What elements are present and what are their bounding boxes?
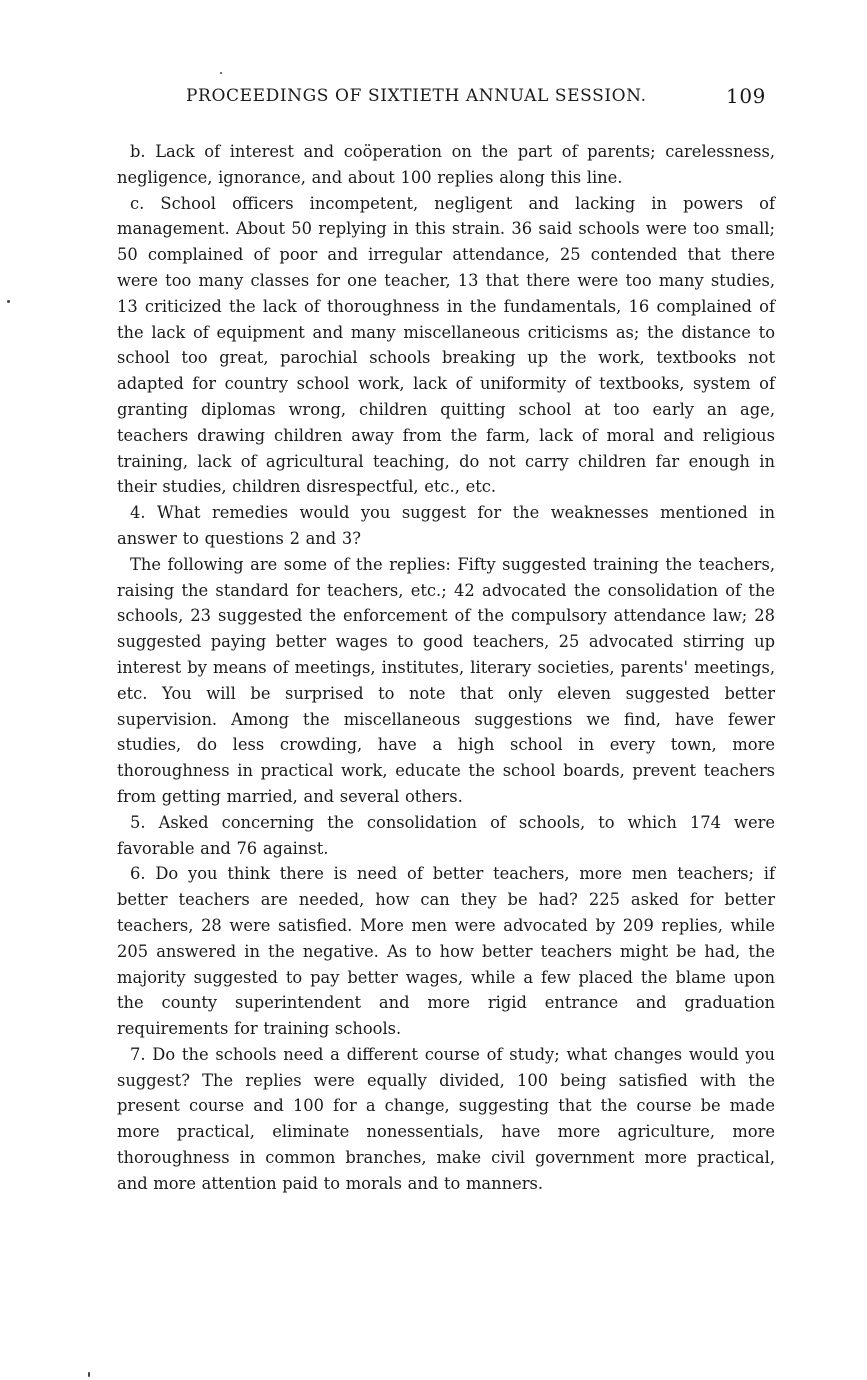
scan-speck bbox=[220, 72, 222, 74]
body-text bbox=[117, 139, 775, 1197]
paragraph-item-b: b. Lack of interest and coöperation on the part of parents; carelessness, negligence, ignorance, and about 100 replies along this line. bbox=[117, 142, 775, 187]
paragraph-item-c: c. School officers incompetent, negligent and lacking in powers of management. About 50 replying in this strain. 36 said schools were too small; 50 complained of poor and irregular attendance, 25 contended that there were too many classes for one teacher, 13 that there were too many studies, 13 criticized the lack of thoroughness in the fundamentals, 16 complained of the lack of equipment and many miscellaneous criticisms as; the distance to school too great, parochial schools breaking up the work, textbooks not adapted for country school work, lack of uniformity of textbooks, system of granting diplomas wrong, children quitting school at too early an age, teachers drawing children away from the farm, lack of moral and religious training, lack of agricultural teaching, do not carry children far enough in their studies, children disrespectful, etc., etc. bbox=[117, 193, 775, 497]
paragraph-question-6: 6. Do you think there is need of better teachers, more men teachers; if better teachers are needed, how can they be had? 225 asked for better teachers, 28 were satisfied. More men were advocated by 209 replies, while 205 answered in the negative. As to how better teachers might be had, the majority suggested to pay better wages, while a few placed the blame upon the county superintendent and more rigid entrance and graduation requirements for training schools. bbox=[117, 864, 775, 1039]
paragraph-question-4: 4. What remedies would you suggest for the weaknesses mentioned in answer to questions 2 and 3? bbox=[117, 503, 775, 548]
scan-speck bbox=[88, 1372, 90, 1377]
scan-speck bbox=[7, 300, 10, 303]
page-number: 109 bbox=[726, 84, 766, 108]
running-title: PROCEEDINGS OF SIXTIETH ANNUAL SESSION. bbox=[186, 86, 647, 106]
paragraph-question-7: 7. Do the schools need a different course of study; what changes would you suggest? The replies were equally divided, 100 being satisfied with the present course and 100 for a change, suggesting that the course be made more practical, eliminate nonessentials, have more agriculture, more thoroughness in common branches, make civil government more practical, and more attention paid to morals and to manners. bbox=[117, 1044, 775, 1193]
page-header bbox=[186, 86, 766, 112]
paragraph-replies-4: The following are some of the replies: Fifty suggested training the teachers, raising the standard for teachers, etc.; 42 advocated the consolidation of the schools, 23 suggested the enforcement of the compulsory attendance law; 28 suggested paying better wages to good teachers, 25 advocated stirring up interest by means of meetings, institutes, literary societies, parents' meetings, etc. You will be surprised to note that only eleven suggested better supervision. Among the miscellaneous suggestions we find, have fewer studies, do less crowding, have a high school in every town, more thoroughness in practical work, educate the school boards, prevent teachers from getting married, and several others. bbox=[117, 554, 775, 806]
paragraph-question-5: 5. Asked concerning the consolidation of schools, to which 174 were favorable and 76 against. bbox=[117, 812, 775, 858]
